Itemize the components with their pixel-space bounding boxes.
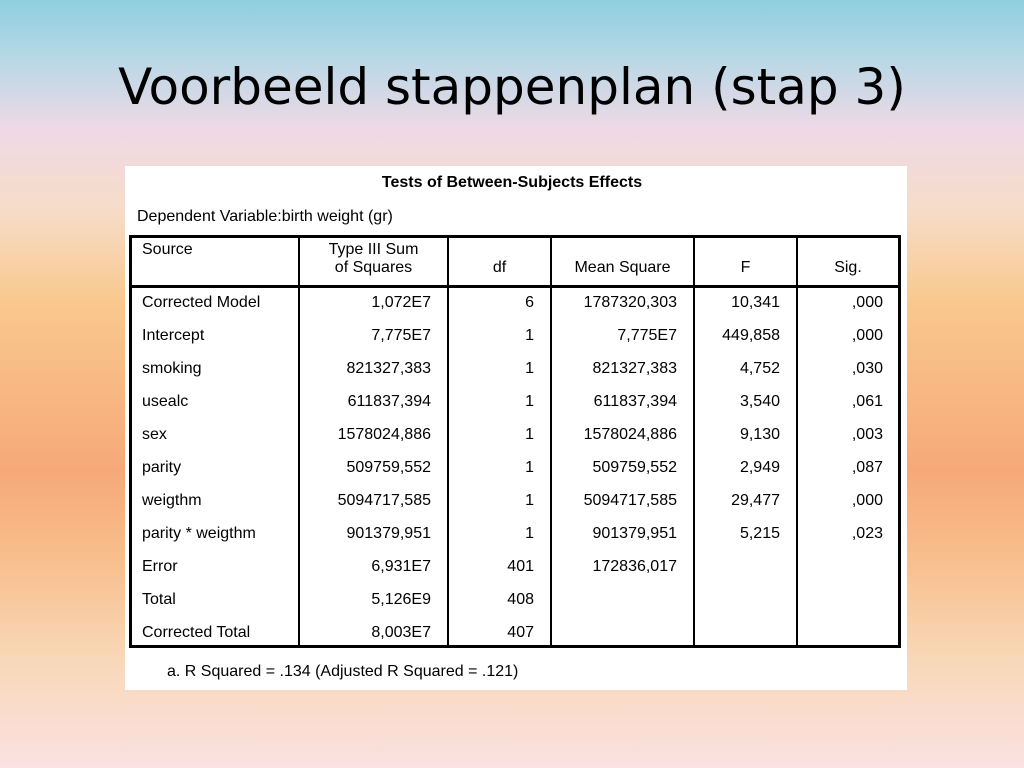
cell-mean-square: 172836,017	[592, 558, 677, 575]
cell-mean-square	[552, 616, 677, 649]
cell-source: parity	[142, 459, 182, 476]
cell-sum-of-squares: 1,072E7	[371, 294, 431, 311]
cell-df: 1	[525, 525, 534, 542]
cell-f: 10,341	[731, 294, 780, 311]
table-footnote: a. R Squared = .134 (Adjusted R Squared = .121)	[167, 663, 519, 680]
cell-df: 1	[525, 426, 534, 443]
header-df: df	[492, 259, 507, 276]
header-f: F	[740, 259, 751, 276]
cell-df: 1	[525, 360, 534, 377]
cell-mean-square: 1578024,886	[583, 426, 677, 443]
cell-sum-of-squares: 7,775E7	[371, 327, 431, 344]
cell-sum-of-squares: 611837,394	[347, 393, 431, 410]
header-sig: Sig.	[834, 259, 862, 276]
cell-sig	[798, 616, 883, 649]
cell-f	[695, 583, 780, 616]
cell-sum-of-squares: 1578024,886	[337, 426, 431, 443]
header-source: Source	[142, 241, 193, 258]
header-sum-of-squares	[300, 241, 447, 277]
anova-table-panel	[125, 166, 907, 690]
cell-f: 29,477	[731, 492, 780, 509]
cell-source: smoking	[142, 360, 202, 377]
cell-mean-square: 611837,394	[593, 393, 677, 410]
cell-sum-of-squares: 5094717,585	[337, 492, 431, 509]
cell-sum-of-squares: 6,931E7	[371, 558, 431, 575]
cell-source: Intercept	[142, 327, 205, 344]
cell-source: Error	[142, 558, 178, 575]
cell-df: 1	[525, 459, 534, 476]
cell-f: 449,858	[722, 327, 780, 344]
cell-source: weigthm	[142, 492, 202, 509]
cell-sig: ,000	[851, 492, 883, 509]
cell-sig: ,000	[851, 327, 883, 344]
cell-mean-square: 821327,383	[592, 360, 677, 377]
cell-mean-square: 1787320,303	[583, 294, 677, 311]
cell-f: 9,130	[739, 426, 780, 443]
dependent-variable-label: Dependent Variable:birth weight (gr)	[137, 208, 393, 225]
cell-df: 407	[507, 624, 534, 641]
cell-sig: ,061	[851, 393, 883, 410]
cell-sum-of-squares: 821327,383	[346, 360, 431, 377]
cell-source: parity * weigthm	[142, 525, 256, 542]
slide-title: Voorbeeld stappenplan (stap 3)	[118, 58, 906, 116]
cell-sig: ,030	[851, 360, 883, 377]
cell-mean-square: 509759,552	[592, 459, 677, 476]
cell-df: 1	[525, 327, 534, 344]
cell-source: sex	[142, 426, 167, 443]
cell-sig: ,023	[851, 525, 883, 542]
cell-mean-square: 901379,951	[592, 525, 677, 542]
header-ss-line1: Type III Sum	[328, 241, 419, 258]
cell-df: 1	[525, 393, 534, 410]
cell-source: Corrected Model	[142, 294, 261, 311]
table-title: Tests of Between-Subjects Effects	[381, 174, 643, 191]
cell-sig: ,003	[851, 426, 883, 443]
cell-mean-square	[552, 583, 677, 616]
cell-f	[695, 550, 780, 583]
cell-df: 401	[507, 558, 534, 575]
cell-df: 6	[525, 294, 534, 311]
cell-sum-of-squares: 5,126E9	[371, 591, 431, 608]
cell-f: 5,215	[739, 525, 780, 542]
cell-sum-of-squares: 8,003E7	[371, 624, 431, 641]
cell-sig	[798, 583, 883, 616]
cell-df: 408	[507, 591, 534, 608]
cell-sum-of-squares: 901379,951	[346, 525, 431, 542]
cell-f: 2,949	[739, 459, 780, 476]
cell-f	[695, 616, 780, 649]
header-mean-square: Mean Square	[574, 259, 671, 276]
header-ss-line2: of Squares	[334, 259, 413, 276]
cell-source: Corrected Total	[142, 624, 251, 641]
cell-sig: ,087	[851, 459, 883, 476]
cell-source: Total	[142, 591, 176, 608]
cell-mean-square: 5094717,585	[583, 492, 677, 509]
cell-sig: ,000	[851, 294, 883, 311]
cell-sum-of-squares: 509759,552	[346, 459, 431, 476]
cell-f: 3,540	[739, 393, 780, 410]
cell-f: 4,752	[739, 360, 780, 377]
cell-mean-square: 7,775E7	[617, 327, 677, 344]
cell-sig	[798, 550, 883, 583]
anova-table	[129, 235, 901, 648]
cell-df: 1	[525, 492, 534, 509]
cell-source: usealc	[142, 393, 189, 410]
